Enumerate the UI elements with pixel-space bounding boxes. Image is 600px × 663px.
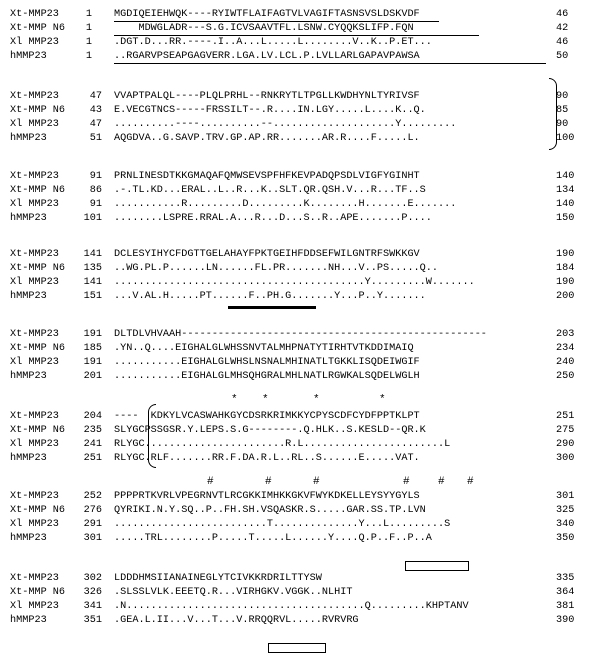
alignment-row [0,22,600,36]
alignment-row [0,452,600,466]
sequence-residues: VVAPTPALQL----PLQLPRHL--RNKRYTLTPGLLKWDHYNLTYRIVSF [114,91,420,102]
start-position: 252 [83,491,102,502]
sequence-name: hMMP23 [10,291,47,302]
sequence-name: Xl MMP23 [10,519,59,530]
start-position: 51 [89,133,102,144]
alignment-row [0,356,600,370]
sequence-residues: ...........R.........D.........K........H.......E....... [114,199,457,210]
sequence-residues: .GEA.L.II...V...T...V.RRQQRVL.....RVRVRG [114,615,359,626]
alignment-row [0,586,600,600]
end-position: 390 [556,615,575,626]
motif-box [268,643,326,653]
signal-peptide-underline [114,35,479,36]
sequence-name: Xt-MMP23 [10,91,59,102]
conservation-marker: # [438,476,445,488]
end-position: 240 [556,357,575,368]
start-position: 1 [85,9,92,20]
sequence-residues: .YN..Q....EIGHALGLWHSSNVTALMHPNATYTIRHTVTKDDIMAIQ [114,343,414,354]
alignment-row [0,490,600,504]
end-position: 140 [556,199,575,210]
domain-bar [228,306,316,309]
sequence-residues: .........................T..............Y...L.........S [114,519,451,530]
sequence-residues: AQGDVA..G.SAVP.TRV.GP.AP.RR.......AR.R....F.....L. [114,133,420,144]
start-position: 191 [83,357,102,368]
alignment-row [0,424,600,438]
alignment-row [0,198,600,212]
sequence-residues: ...........EIGHALGLWHSLNSNALMHINATLTGKKLISQDEIWGIF [114,357,420,368]
alignment-row [0,532,600,546]
start-position: 302 [83,573,102,584]
start-position: 204 [83,411,102,422]
start-position: 86 [89,185,102,196]
end-position: 290 [556,439,575,450]
conservation-marker: # [313,476,320,488]
sequence-name: hMMP23 [10,371,47,382]
sequence-name: Xl MMP23 [10,357,59,368]
alignment-row [0,328,600,342]
end-position: 381 [556,601,575,612]
domain-bracket-left [148,404,156,468]
alignment-row [0,614,600,628]
sequence-name: Xt-MMP N6 [10,343,66,354]
sequence-residues: ...V.AL.H.....PT......F..PH.G.......Y...P..Y....... [114,291,426,302]
start-position: 351 [83,615,102,626]
end-position: 134 [556,185,575,196]
start-position: 276 [83,505,102,516]
start-position: 43 [89,105,102,116]
start-position: 101 [83,213,102,224]
sequence-residues: ..RGARVPSEAPGAGVERR.LGA.LV.LCL.P.LVLLARLGAPAVPAWSA [114,51,420,62]
sequence-residues: PRNLINESDTKKGMAQAFQMWSEVSPFHFKEVPADQPSDLVIGFYGINHT [114,171,420,182]
signal-peptide-underline [114,21,439,22]
sequence-residues: .........................................Y.........W....... [114,277,475,288]
sequence-name: hMMP23 [10,133,47,144]
alignment-row [0,184,600,198]
sequence-name: Xt-MMP N6 [10,105,66,116]
start-position: 47 [89,119,102,130]
start-position: 185 [83,343,102,354]
alignment-row [0,504,600,518]
sequence-residues: .SLSSLVLK.EEETQ.R...VIRHGKV.VGGK..NLHIT [114,587,353,598]
sequence-residues: MDWGLADR---S.G.ICVSAAVTFL.LSNW.CYQQKSLIFP.FQN [114,23,414,34]
end-position: 190 [556,249,575,260]
sequence-name: Xl MMP23 [10,439,59,450]
sequence-residues: .N.......................................Q.........KHPTANV [114,601,469,612]
end-position: 350 [556,533,575,544]
domain-bracket-right [549,78,557,150]
sequence-residues: ...........EIGHALGLMHSQHGRALMHLNATLRGWKALSQDELWGLH [114,371,420,382]
conservation-marker: * [231,394,238,406]
sequence-residues: .....TRL........P.....T.....L......Y....Q.P..F..P..A [114,533,432,544]
alignment-row [0,410,600,424]
alignment-row [0,8,600,22]
sequence-residues: ..WG.PL.P......LN......FL.PR.......NH...V..PS.....Q.. [114,263,439,274]
sequence-name: Xt-MMP N6 [10,587,66,598]
conservation-marker: # [467,476,474,488]
alignment-row [0,170,600,184]
sequence-residues: E.VECGTNCS-----FRSSILT--.R....IN.LGY.....L....K..Q. [114,105,426,116]
sequence-name: hMMP23 [10,533,47,544]
sequence-residues: ........LSPRE.RRAL.A...R...D...S..R..APE.......P.... [114,213,432,224]
start-position: 151 [83,291,102,302]
start-position: 326 [83,587,102,598]
start-position: 91 [89,171,102,182]
alignment-row [0,290,600,304]
start-position: 47 [89,91,102,102]
conservation-marker: * [313,394,320,406]
sequence-name: Xt-MMP23 [10,329,59,340]
start-position: 91 [89,199,102,210]
conservation-marker: * [262,394,269,406]
sequence-residues: MGDIQEIEHWQK----RYIWTFLAIFAGTVLVAGIFTASNSVSLDSKVDF [114,9,420,20]
sequence-residues: DLTDLVHVAAH-------------------------------------------------- [114,329,487,340]
sequence-name: Xl MMP23 [10,277,59,288]
end-position: 50 [556,51,569,62]
start-position: 1 [85,37,92,48]
conservation-marker: # [265,476,272,488]
end-position: 300 [556,453,575,464]
motif-box [405,561,469,571]
end-position: 275 [556,425,575,436]
sequence-residues: ---- KDKYLVCASWAHKGYCDSRKRIMKKYCPYSCDFCYDFPPTKLPT [114,411,420,422]
end-position: 46 [556,9,569,20]
end-position: 340 [556,519,575,530]
end-position: 364 [556,587,575,598]
end-position: 203 [556,329,575,340]
end-position: 100 [556,133,575,144]
end-position: 250 [556,371,575,382]
alignment-row [0,342,600,356]
sequence-residues: .DGT.D...RR.----.I..A...L.....L........V..K..P.ET... [114,37,432,48]
alignment-row [0,212,600,226]
end-position: 200 [556,291,575,302]
alignment-row [0,600,600,614]
sequence-name: Xt-MMP23 [10,9,59,20]
end-position: 251 [556,411,575,422]
sequence-residues: ..........----..........--....................Y......... [114,119,457,130]
sequence-residues: RLYGC.RLF.......RR.F.DA.R.L..RL..S......E.....VAT. [114,453,420,464]
alignment-row [0,262,600,276]
end-position: 325 [556,505,575,516]
alignment-row [0,118,600,132]
alignment-row [0,572,600,586]
end-position: 150 [556,213,575,224]
sequence-name: Xt-MMP23 [10,171,59,182]
sequence-name: Xt-MMP N6 [10,505,66,516]
alignment-row [0,518,600,532]
sequence-name: Xt-MMP23 [10,491,59,502]
sequence-residues: LDDDHMSIIANAINEGLYTCIVKKRDRILTTYSW [114,573,322,584]
end-position: 85 [556,105,569,116]
conservation-marker: * [379,394,386,406]
sequence-name: Xl MMP23 [10,119,59,130]
end-position: 42 [556,23,569,34]
start-position: 1 [85,23,92,34]
sequence-name: Xt-MMP N6 [10,185,66,196]
sequence-name: hMMP23 [10,51,47,62]
alignment-row [0,370,600,384]
sequence-name: Xt-MMP N6 [10,425,66,436]
sequence-residues: DCLESYIHYCFDGTTGELAHAYFPKTGEIHFDDSEFWILGNTRFSWKKGV [114,249,420,260]
conservation-marker: # [403,476,410,488]
start-position: 235 [83,425,102,436]
start-position: 135 [83,263,102,274]
sequence-name: Xl MMP23 [10,37,59,48]
start-position: 1 [85,51,92,62]
alignment-row [0,276,600,290]
end-position: 190 [556,277,575,288]
sequence-name: Xt-MMP23 [10,249,59,260]
start-position: 141 [83,277,102,288]
end-position: 90 [556,91,569,102]
start-position: 341 [83,601,102,612]
sequence-name: Xt-MMP23 [10,573,59,584]
alignment-row [0,248,600,262]
sequence-name: Xt-MMP23 [10,411,59,422]
sequence-residues: QYRIKI.N.Y.SQ..P..FH.SH.VSQASKR.S.....GAR.SS.TP.LVN [114,505,426,516]
alignment-row [0,90,600,104]
sequence-name: Xt-MMP N6 [10,263,66,274]
sequence-residues: RLYGC.......................R.L.......................L [114,439,451,450]
end-position: 335 [556,573,575,584]
end-position: 90 [556,119,569,130]
sequence-name: Xl MMP23 [10,199,59,210]
alignment-row [0,36,600,50]
alignment-row [0,50,600,64]
end-position: 46 [556,37,569,48]
signal-peptide-underline [114,63,546,64]
start-position: 191 [83,329,102,340]
end-position: 234 [556,343,575,354]
sequence-name: hMMP23 [10,213,47,224]
sequence-residues: .-.TL.KD...ERAL..L..R...K..SLT.QR.QSH.V...R...TF..S [114,185,426,196]
start-position: 201 [83,371,102,382]
end-position: 140 [556,171,575,182]
start-position: 291 [83,519,102,530]
alignment-row [0,438,600,452]
end-position: 184 [556,263,575,274]
start-position: 241 [83,439,102,450]
conservation-marker: # [207,476,214,488]
start-position: 251 [83,453,102,464]
start-position: 301 [83,533,102,544]
sequence-name: hMMP23 [10,453,47,464]
end-position: 301 [556,491,575,502]
sequence-name: Xl MMP23 [10,601,59,612]
alignment-row [0,104,600,118]
start-position: 141 [83,249,102,260]
sequence-residues: PPPPRTKVRLVPEGRNVTLRCGKKIMHKKGKVFWYKDKELLEYSYYGYLS [114,491,420,502]
sequence-name: Xt-MMP N6 [10,23,66,34]
alignment-row [0,132,600,146]
sequence-residues: SLYGCPSSGSR.Y.LEPS.S.G--------.Q.HLK..S.KESLD--QR.K [114,425,426,436]
sequence-name: hMMP23 [10,615,47,626]
